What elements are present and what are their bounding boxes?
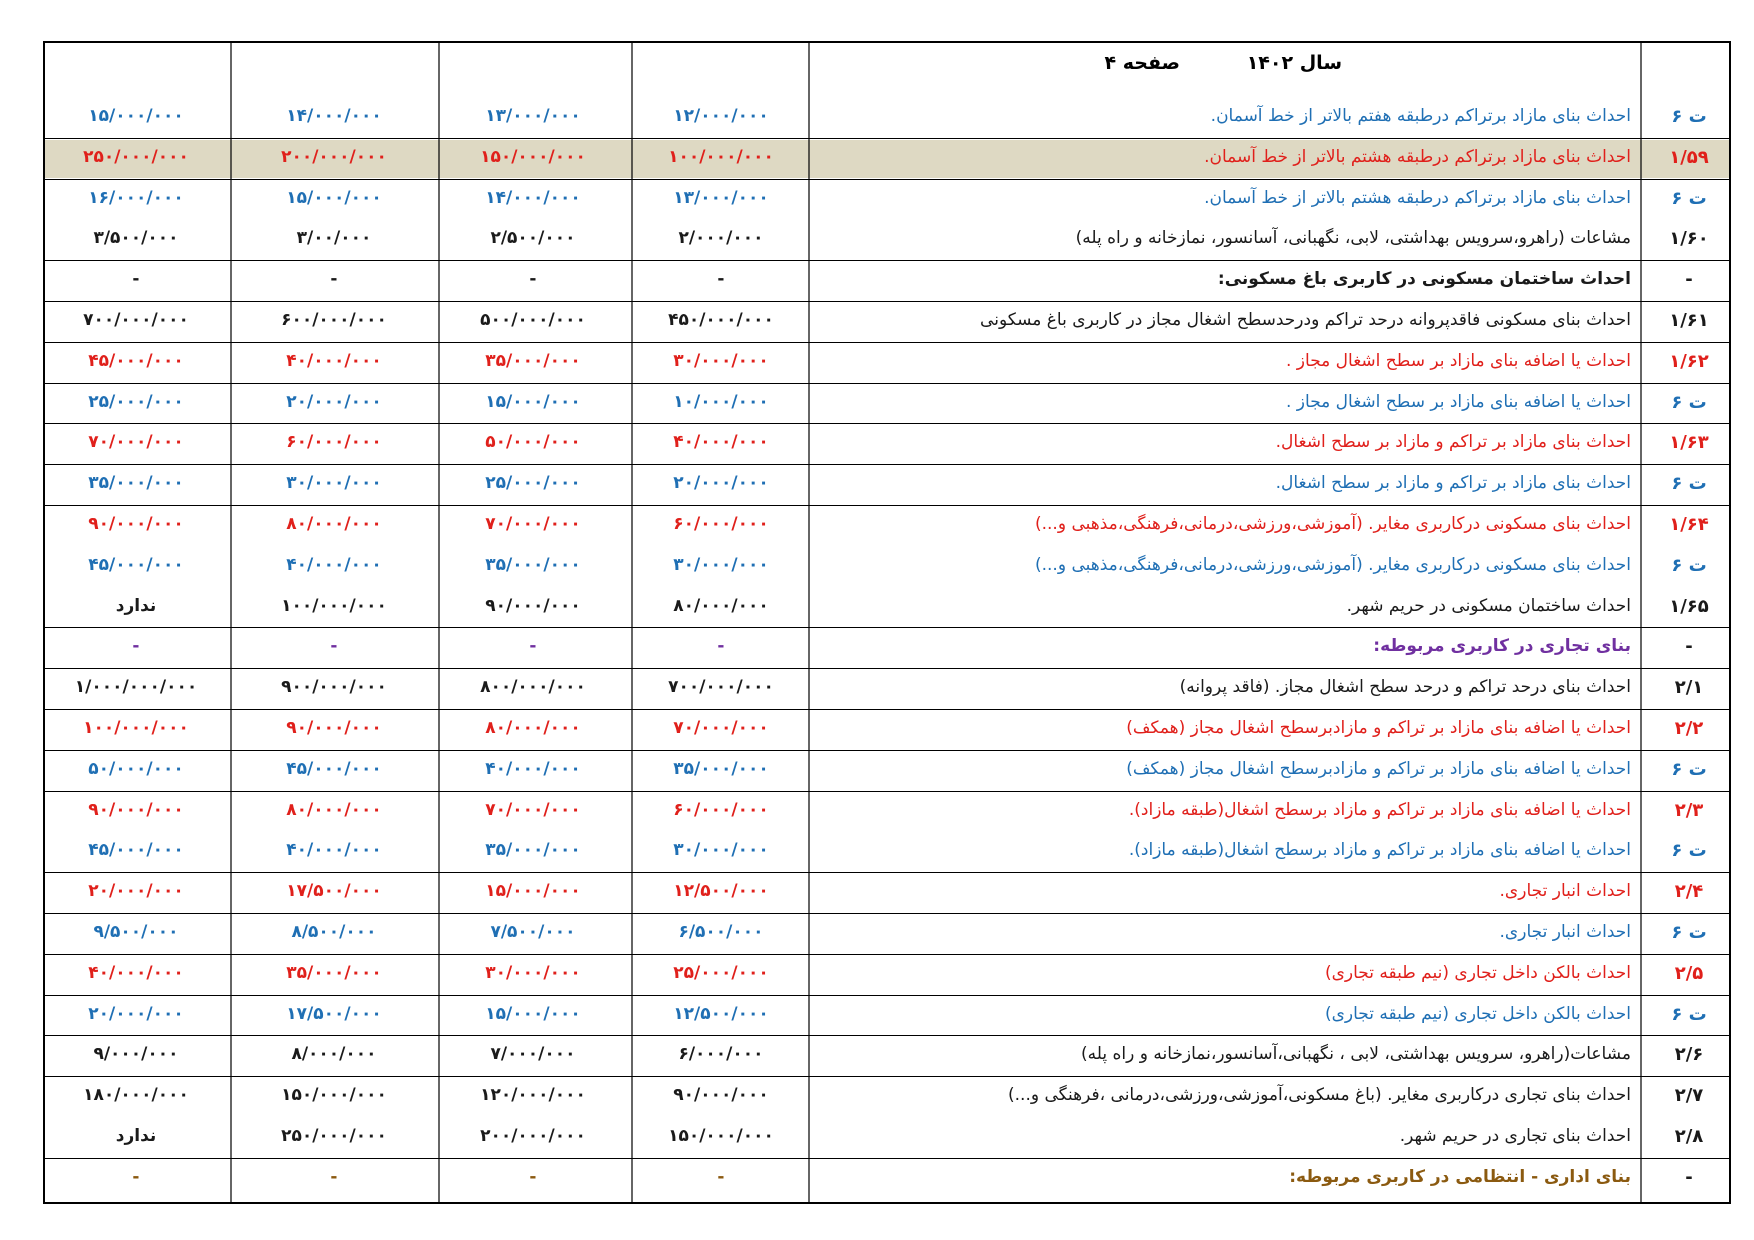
row-amount-1: ۶۰/۰۰۰/۰۰۰ [673,514,769,534]
row-amount-3: ۲۰۰/۰۰۰/۰۰۰ [281,146,387,167]
row-code: ت ۶ [1671,554,1707,576]
row-code: ۱/۶۴ [1669,514,1709,535]
row-amount-1: ۱۳/۰۰۰/۰۰۰ [673,187,769,208]
row-code: ۲/۷ [1674,1085,1704,1107]
row-amount-4: - [132,1166,140,1187]
row-amount-3: ۱۷/۵۰۰/۰۰۰ [286,1003,382,1024]
row-description: احداث یا اضافه بنای مازاد بر سطح اشغال مجاز . [1286,350,1631,371]
row-amount-2: ۸۰/۰۰۰/۰۰۰ [485,718,581,738]
row-description: احداث بنای مازاد برتراکم درطبقه هفتم بالاتر از خط آسمان. [1210,106,1631,126]
row-amount-3: ۱۵۰/۰۰۰/۰۰۰ [281,1085,387,1106]
row-description: احداث بنای مازاد برتراکم درطبقه هشتم بالاتر از خط آسمان. [1204,187,1631,208]
row-amount-3: ۹۰۰/۰۰۰/۰۰۰ [281,677,387,698]
row-amount-3: - [330,269,338,290]
row-amount-1: ۶/۵۰۰/۰۰۰ [678,922,764,942]
row-amount-4: ۱۸۰/۰۰۰/۰۰۰ [83,1085,189,1106]
row-code: ۲/۴ [1674,881,1704,903]
row-amount-2: ۱۴/۰۰۰/۰۰۰ [485,187,581,208]
row-amount-2: - [529,636,537,657]
row-amount-2: ۱۲۰/۰۰۰/۰۰۰ [480,1085,586,1106]
row-amount-3: ۱۵/۰۰۰/۰۰۰ [286,187,382,208]
row-amount-2: ۳۵/۰۰۰/۰۰۰ [485,554,581,575]
row-code: ت ۶ [1671,840,1707,862]
row-amount-3: ۲۵۰/۰۰۰/۰۰۰ [281,1126,387,1146]
row-amount-1: ۶۰/۰۰۰/۰۰۰ [673,799,769,820]
row-amount-3: ۴۰/۰۰۰/۰۰۰ [286,554,382,575]
row-description: احداث انبار تجاری. [1499,922,1631,942]
row-code: ت ۶ [1671,758,1707,780]
row-amount-3: ۹۰/۰۰۰/۰۰۰ [286,718,382,738]
row-amount-2: ۵۰/۰۰۰/۰۰۰ [485,432,581,453]
row-code: ت ۶ [1671,391,1707,413]
row-description: بنای تجاری در کاربری مربوطه: [1373,636,1631,657]
row-amount-1: ۴۵۰/۰۰۰/۰۰۰ [668,310,774,330]
row-code: - [1685,269,1693,291]
row-amount-2: - [529,269,537,290]
row-description: احداث یا اضافه بنای مازاد بر تراکم و مازادبرسطح اشغال مجاز (همکف) [1126,718,1631,738]
row-description: احداث یا اضافه بنای مازاد بر سطح اشغال مجاز . [1286,391,1631,412]
row-code: - [1685,636,1693,658]
row-amount-3: ۴۵/۰۰۰/۰۰۰ [286,758,382,779]
row-amount-3: ۸/۰۰۰/۰۰۰ [291,1044,377,1065]
row-amount-4: ۴۵/۰۰۰/۰۰۰ [88,350,184,371]
row-amount-4: ندارد [115,1126,157,1146]
row-amount-2: ۱۵۰/۰۰۰/۰۰۰ [480,146,586,167]
row-description: احداث بنای مازاد برتراکم درطبقه هشتم بالاتر از خط آسمان. [1204,146,1631,167]
row-amount-4: ۴۰/۰۰۰/۰۰۰ [88,962,184,983]
row-code: ۱/۶۳ [1669,432,1709,454]
row-description: مشاعات(راهرو، سرویس بهداشتی، لابی ، نگهبانی،آسانسور،نمازخانه و راه پله) [1081,1044,1631,1065]
row-code: ت ۶ [1671,1003,1707,1025]
row-amount-4: ۲۵۰/۰۰۰/۰۰۰ [83,146,189,167]
row-description: احداث بنای تجاری درکاربری مغایر. (باغ مسکونی،آموزشی،ورزشی،درمانی ،فرهنگی و...) [1008,1085,1631,1106]
row-amount-4: ۹۰/۰۰۰/۰۰۰ [88,514,184,534]
row-amount-1: ۲/۰۰۰/۰۰۰ [678,228,764,249]
row-code: ۱/۵۹ [1669,146,1709,168]
row-amount-3: ۶۰۰/۰۰۰/۰۰۰ [281,310,387,330]
row-amount-4: ۷۰۰/۰۰۰/۰۰۰ [83,310,189,330]
row-description: مشاعات (راهرو،سرویس بهداشتی، لابی، نگهبانی، آسانسور، نمازخانه و راه پله) [1075,228,1631,249]
row-amount-3: ۳۵/۰۰۰/۰۰۰ [286,962,382,983]
row-amount-4: ۲۰/۰۰۰/۰۰۰ [88,1003,184,1024]
row-description: احداث بنای مسکونی فاقدپروانه درحد تراکم ودرحدسطح اشغال مجاز در کاربری باغ مسکونی [980,310,1631,330]
row-amount-1: ۸۰/۰۰۰/۰۰۰ [673,595,769,616]
row-code: - [1685,1166,1693,1188]
row-amount-3: ۸۰/۰۰۰/۰۰۰ [286,514,382,534]
row-amount-2: ۹۰/۰۰۰/۰۰۰ [485,595,581,616]
row-amount-2: ۲۵/۰۰۰/۰۰۰ [485,473,581,494]
row-code: ت ۶ [1671,473,1707,495]
row-amount-2: ۱۳/۰۰۰/۰۰۰ [485,106,581,126]
row-description: احداث یا اضافه بنای مازاد بر تراکم و مازاد برسطح اشغال(طبقه مازاد). [1128,799,1631,820]
row-amount-4: - [132,269,140,290]
row-code: ۱/۶۰ [1669,228,1709,250]
row-code: ۲/۱ [1674,677,1704,699]
row-amount-4: ۲۵/۰۰۰/۰۰۰ [88,391,184,412]
row-amount-4: ۹۰/۰۰۰/۰۰۰ [88,799,184,820]
row-code: ۱/۶۵ [1669,595,1709,617]
row-amount-1: ۳۰/۰۰۰/۰۰۰ [673,840,769,861]
row-amount-4: ۴۵/۰۰۰/۰۰۰ [88,840,184,861]
row-amount-1: ۲۰/۰۰۰/۰۰۰ [673,473,769,494]
row-code: ۲/۵ [1674,962,1704,984]
row-amount-4: ۳۵/۰۰۰/۰۰۰ [88,473,184,494]
row-amount-2: ۱۵/۰۰۰/۰۰۰ [485,1003,581,1024]
row-amount-4: ۷۰/۰۰۰/۰۰۰ [88,432,184,453]
row-amount-1: ۱۰/۰۰۰/۰۰۰ [673,391,769,412]
row-amount-2: - [529,1166,537,1187]
row-amount-3: - [330,636,338,657]
row-amount-3: ۸۰/۰۰۰/۰۰۰ [286,799,382,820]
row-amount-3: ۸/۵۰۰/۰۰۰ [291,922,377,942]
row-description: احداث بالکن داخل تجاری (نیم طبقه تجاری) [1324,962,1631,983]
row-amount-2: ۷۰/۰۰۰/۰۰۰ [485,799,581,820]
row-description: احداث ساختمان مسکونی در کاربری باغ مسکونی: [1217,269,1631,290]
page-year: سال ۱۴۰۲ [1246,52,1342,74]
row-amount-3: - [330,1166,338,1187]
row-description: احداث بالکن داخل تجاری (نیم طبقه تجاری) [1324,1003,1631,1024]
row-code: ت ۶ [1671,922,1707,943]
row-amount-1: ۱۵۰/۰۰۰/۰۰۰ [668,1126,774,1146]
row-amount-2: ۸۰۰/۰۰۰/۰۰۰ [480,677,586,698]
row-description: احداث ساختمان مسکونی در حریم شهر. [1346,595,1631,616]
row-amount-1: ۳۰/۰۰۰/۰۰۰ [673,350,769,371]
row-amount-2: ۱۵/۰۰۰/۰۰۰ [485,881,581,902]
row-amount-2: ۳۵/۰۰۰/۰۰۰ [485,840,581,861]
row-amount-2: ۴۰/۰۰۰/۰۰۰ [485,758,581,779]
row-amount-1: ۷۰۰/۰۰۰/۰۰۰ [668,677,774,698]
row-description: احداث بنای تجاری در حریم شهر. [1399,1126,1631,1146]
row-code: ت ۶ [1671,106,1707,127]
row-amount-1: ۷۰/۰۰۰/۰۰۰ [673,718,769,738]
row-amount-2: ۲/۵۰۰/۰۰۰ [490,228,576,249]
row-code: ت ۶ [1671,187,1707,209]
row-description: بنای اداری - انتظامی در کاربری مربوطه: [1289,1166,1631,1187]
row-amount-2: ۷۰/۰۰۰/۰۰۰ [485,514,581,534]
row-amount-1: ۱۰۰/۰۰۰/۰۰۰ [668,146,774,167]
row-amount-3: ۱۰۰/۰۰۰/۰۰۰ [281,595,387,616]
row-amount-2: ۷/۵۰۰/۰۰۰ [490,922,576,942]
row-description: احداث بنای درحد تراکم و درحد سطح اشغال مجاز. (فاقد پروانه) [1179,677,1631,698]
row-amount-1: - [717,636,725,657]
row-code: ۱/۶۱ [1669,310,1709,331]
row-amount-1: ۳۰/۰۰۰/۰۰۰ [673,554,769,575]
row-amount-4: ۱۵/۰۰۰/۰۰۰ [88,106,184,126]
row-amount-3: ۴۰/۰۰۰/۰۰۰ [286,350,382,371]
row-amount-4: - [132,636,140,657]
row-amount-1: ۴۰/۰۰۰/۰۰۰ [673,432,769,453]
row-amount-4: ندارد [115,595,157,616]
row-amount-4: ۴۵/۰۰۰/۰۰۰ [88,554,184,575]
row-code: ۱/۶۲ [1669,350,1709,372]
row-amount-2: ۳۰/۰۰۰/۰۰۰ [485,962,581,983]
row-amount-4: ۳/۵۰۰/۰۰۰ [93,228,179,249]
row-amount-1: ۱۲/۵۰۰/۰۰۰ [673,1003,769,1024]
row-amount-4: ۱/۰۰۰/۰۰۰/۰۰۰ [74,677,198,698]
row-amount-1: ۱۲/۰۰۰/۰۰۰ [673,106,769,126]
row-description: احداث انبار تجاری. [1499,881,1631,902]
row-code: ۲/۲ [1674,718,1704,739]
row-amount-3: ۱۴/۰۰۰/۰۰۰ [286,106,382,126]
row-amount-1: ۲۵/۰۰۰/۰۰۰ [673,962,769,983]
row-amount-4: ۹/۵۰۰/۰۰۰ [93,922,179,942]
page-number: صفحه ۴ [1104,52,1180,74]
row-amount-2: ۷/۰۰۰/۰۰۰ [490,1044,576,1065]
row-description: احداث بنای مازاد بر تراکم و مازاد بر سطح اشغال. [1275,473,1631,494]
row-code: ۲/۶ [1674,1044,1704,1066]
row-amount-1: ۶/۰۰۰/۰۰۰ [678,1044,764,1065]
row-amount-1: ۱۲/۵۰۰/۰۰۰ [673,881,769,902]
row-amount-4: ۱۰۰/۰۰۰/۰۰۰ [83,718,189,738]
row-amount-2: ۲۰۰/۰۰۰/۰۰۰ [480,1126,586,1146]
row-amount-2: ۱۵/۰۰۰/۰۰۰ [485,391,581,412]
row-amount-2: ۵۰۰/۰۰۰/۰۰۰ [480,310,586,330]
row-description: احداث بنای مسکونی درکاربری مغایر. (آموزشی،ورزشی،درمانی،فرهنگی،مذهبی و...) [1034,514,1631,534]
row-amount-3: ۳۰/۰۰۰/۰۰۰ [286,473,382,494]
row-code: ۲/۳ [1674,799,1704,821]
row-amount-4: ۱۶/۰۰۰/۰۰۰ [88,187,184,208]
row-amount-3: ۲۰/۰۰۰/۰۰۰ [286,391,382,412]
row-amount-3: ۳/۰۰/۰۰۰ [296,228,372,249]
row-amount-1: - [717,1166,725,1187]
row-amount-2: ۳۵/۰۰۰/۰۰۰ [485,350,581,371]
row-description: احداث بنای مسکونی درکاربری مغایر. (آموزشی،ورزشی،درمانی،فرهنگی،مذهبی و...) [1034,554,1631,575]
row-amount-4: ۹/۰۰۰/۰۰۰ [93,1044,179,1065]
row-code: ۲/۸ [1674,1126,1704,1147]
row-amount-1: ۹۰/۰۰۰/۰۰۰ [673,1085,769,1106]
row-description: احداث یا اضافه بنای مازاد بر تراکم و مازاد برسطح اشغال(طبقه مازاد). [1128,840,1631,861]
row-amount-1: ۳۵/۰۰۰/۰۰۰ [673,758,769,779]
row-amount-4: ۲۰/۰۰۰/۰۰۰ [88,881,184,902]
row-amount-3: ۱۷/۵۰۰/۰۰۰ [286,881,382,902]
row-amount-3: ۶۰/۰۰۰/۰۰۰ [286,432,382,453]
row-amount-1: - [717,269,725,290]
row-amount-4: ۵۰/۰۰۰/۰۰۰ [88,758,184,779]
row-description: احداث یا اضافه بنای مازاد بر تراکم و مازادبرسطح اشغال مجاز (همکف) [1126,758,1631,779]
row-amount-3: ۴۰/۰۰۰/۰۰۰ [286,840,382,861]
row-description: احداث بنای مازاد بر تراکم و مازاد بر سطح اشغال. [1275,432,1631,453]
